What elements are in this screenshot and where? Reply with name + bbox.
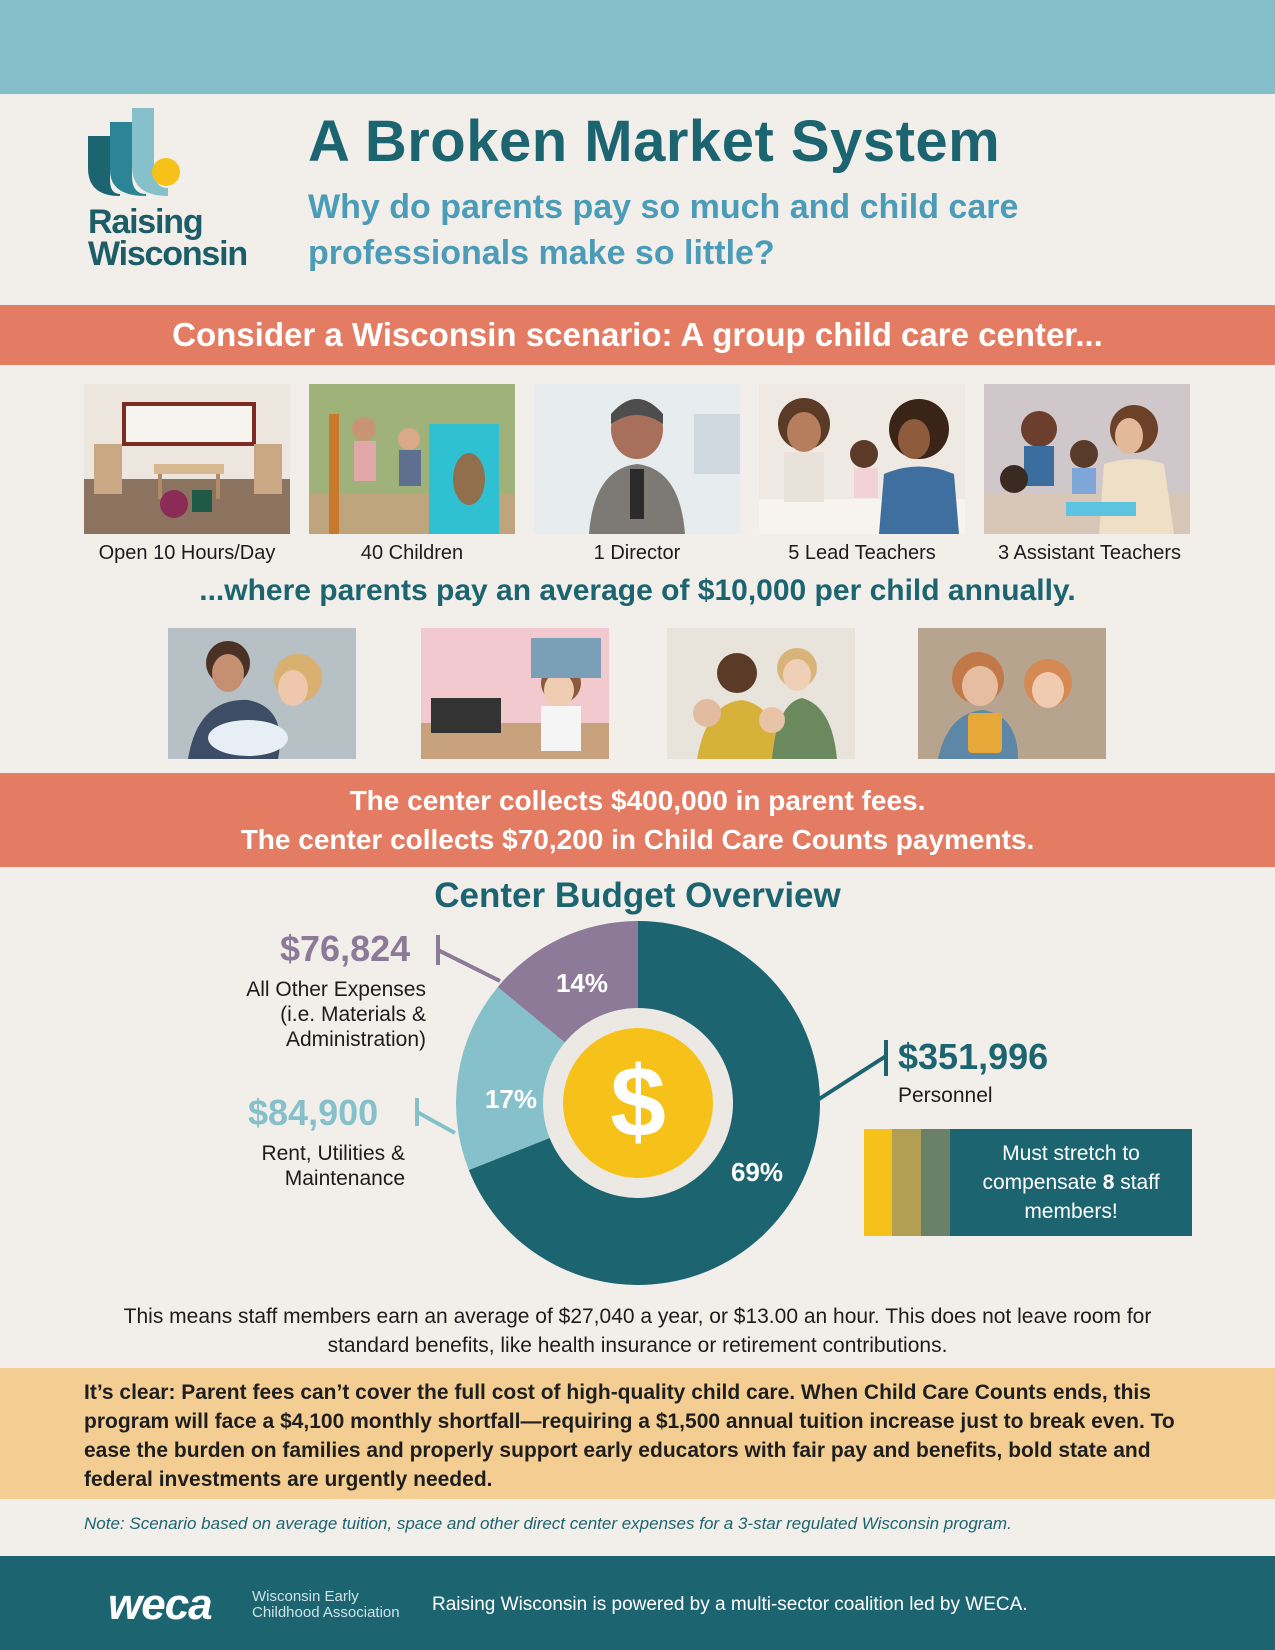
earnings-text: This means staff members earn an average of $27,040 a year, or $13.00 an hour. This does not leave room for standard benefits, like health insurance or retirement contributions. — [123, 1305, 1152, 1357]
scenario-note: Note: Scenario based on average tuition, space and other direct center expenses for a 3-star regulated Wisconsin program. — [84, 1514, 1012, 1533]
caption-children: 40 Children — [360, 542, 464, 564]
personnel-label: Personnel — [898, 1084, 993, 1107]
dollar-icon: $ — [610, 1046, 666, 1158]
child-care-counts-line: The center collects $70,200 in Child Care Counts payments. — [240, 824, 1035, 855]
footer-text: Raising Wisconsin is powered by a multi-sector coalition led by WECA. — [432, 1594, 1028, 1615]
scenario-banner: Consider a Wisconsin scenario: A group child care center... — [0, 305, 1275, 365]
slice-label-personnel: 69% — [730, 1157, 784, 1187]
other-expenses-label: All Other Expenses (i.e. Materials & Administration) — [246, 978, 426, 1051]
slice-label-other: 14% — [555, 968, 609, 998]
slice-label-rent: 17% — [484, 1084, 538, 1114]
caption-assistant-teachers: 3 Assistant Teachers — [997, 542, 1182, 564]
caption-lead-teachers: 5 Lead Teachers — [788, 542, 936, 564]
page-title: A Broken Market System — [308, 109, 1001, 174]
staff-stretch-box — [864, 1129, 1192, 1236]
parents-pay-line: ...where parents pay an average of $10,000 per child annually. — [199, 574, 1076, 607]
rent-label: Rent, Utilities & Maintenance — [261, 1142, 405, 1190]
leader-line-other — [438, 937, 500, 981]
leader-line-personnel — [816, 1056, 886, 1101]
page-subtitle: Why do parents pay so much and child care professionals make so little? — [308, 188, 1019, 272]
leader-line-rent — [417, 1112, 455, 1133]
other-expenses-amount: $76,824 — [280, 928, 411, 969]
caption-hours: Open 10 Hours/Day — [98, 542, 276, 564]
staff-stretch-text: Must stretch to compensate 8 staff members! — [982, 1142, 1160, 1223]
logo-text: Raising Wisconsin — [88, 203, 247, 273]
weca-logo: weca — [108, 1580, 212, 1629]
parent-fees-line: The center collects $400,000 in parent fees. — [349, 785, 926, 816]
caption-director: 1 Director — [593, 542, 681, 564]
rent-amount: $84,900 — [248, 1092, 379, 1133]
weca-logo-subtitle: Wisconsin Early Childhood Association — [252, 1588, 400, 1621]
personnel-amount: $351,996 — [898, 1036, 1049, 1077]
budget-title: Center Budget Overview — [434, 876, 841, 915]
call-to-action: It’s clear: Parent fees can’t cover the full cost of high-quality child care. When Child Care Counts ends, this program will face a $4,100 monthly shortfall—requiring a $1,500 annual tuition increase just to break even. To ease the burden on families and properly support early educators with fair pay and benefits, bold state and federal investments are urgently needed. — [0, 1368, 1275, 1499]
